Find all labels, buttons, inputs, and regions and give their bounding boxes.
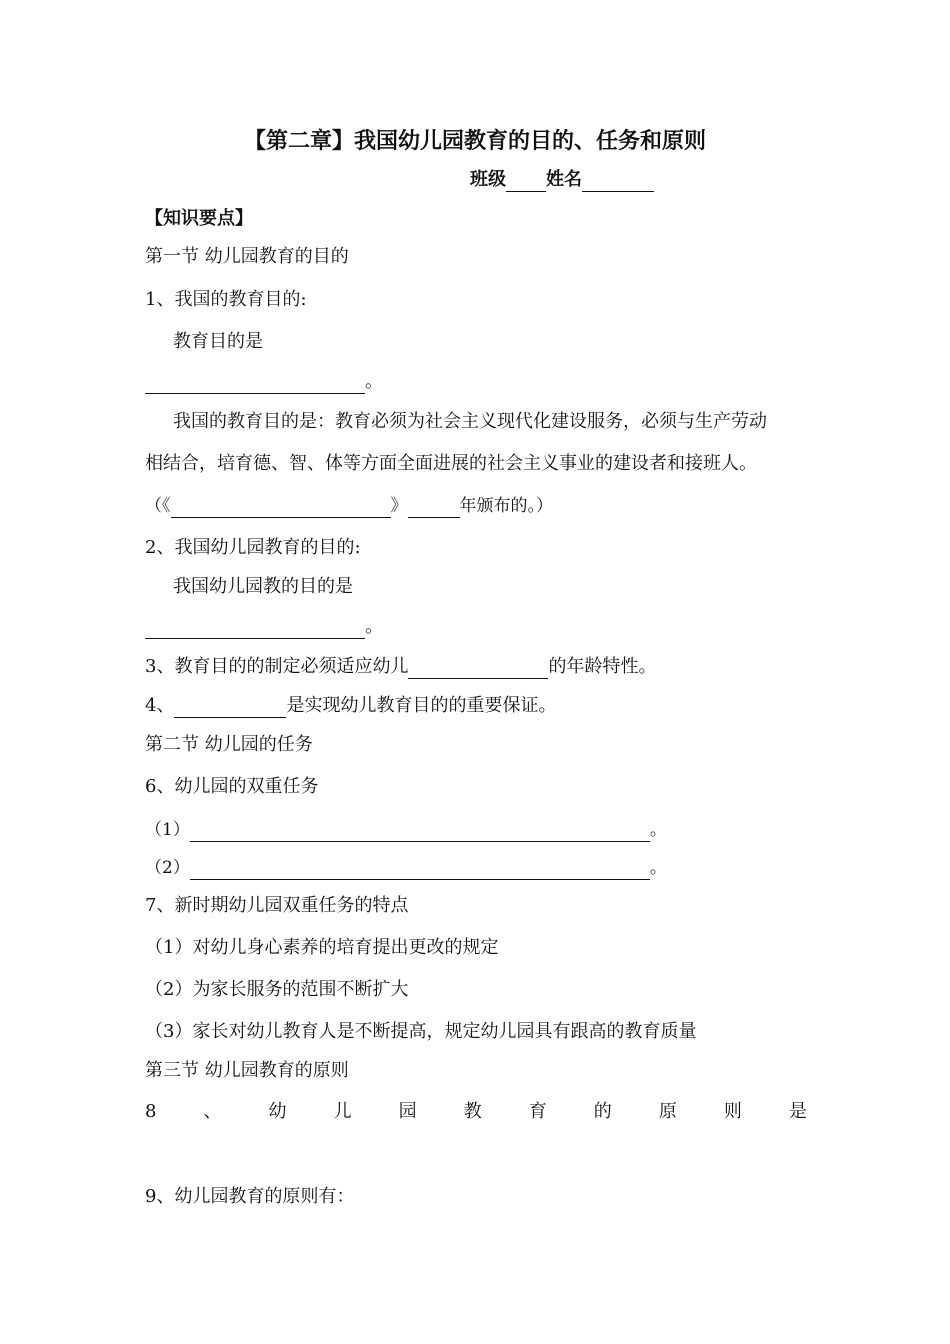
q3-text-a: 3、教育目的的制定必须适应幼儿 (145, 656, 409, 677)
question-7-item-2: （2）为家长服务的范围不断扩大 (145, 979, 409, 1000)
q8-char: 8 (145, 1101, 157, 1122)
q1-ref-mid: 》 (390, 496, 408, 516)
question-1-text-b: 相结合，培育德、智、体等方面全面进展的社会主义事业的建设者和接班人。 (145, 453, 757, 474)
q8-char: 、 (203, 1101, 222, 1122)
question-2-prompt: 我国幼儿园教的目的是 (173, 576, 353, 597)
name-label: 姓名 (546, 169, 582, 190)
q6-item2-blank[interactable] (190, 861, 650, 880)
question-8 (145, 1100, 807, 1124)
question-4 (145, 694, 556, 718)
question-9: 9、幼儿园教育的原则有： (145, 1186, 355, 1207)
q8-char: 则 (723, 1101, 742, 1122)
question-6-item-2 (145, 856, 667, 880)
question-7: 7、新时期幼儿园双重任务的特点 (145, 895, 409, 916)
question-7-item-3: （3）家长对幼儿教育人是不断提高，规定幼儿园具有跟高的教育质量 (145, 1021, 697, 1042)
name-blank[interactable] (582, 173, 654, 192)
q3-text-b: 的年龄特性。 (548, 656, 657, 677)
question-1-prompt: 教育目的是 (173, 331, 263, 352)
q8-char: 是 (788, 1101, 807, 1122)
q1-period: 。 (365, 371, 383, 392)
q8-char: 幼 (268, 1101, 287, 1122)
q1-ref-blank[interactable] (171, 499, 391, 518)
question-1: 1、我国的教育目的: (145, 289, 307, 310)
q6-item1-period: 。 (649, 820, 667, 840)
q4-blank[interactable] (174, 699, 286, 718)
question-1-reference (145, 494, 553, 518)
question-3 (145, 655, 656, 679)
class-label: 班级 (470, 169, 506, 190)
q8-char: 育 (528, 1101, 547, 1122)
section-3-heading: 第三节 幼儿园教育的原则 (145, 1060, 349, 1081)
question-7-item-1: （1）对幼儿身心素养的培育提出更改的规定 (145, 937, 499, 958)
q6-item2-period: 。 (649, 858, 667, 878)
q8-char: 原 (658, 1101, 677, 1122)
section-2-heading: 第二节 幼儿园的任务 (145, 734, 313, 755)
class-name-line (470, 168, 654, 192)
question-2: 2、我国幼儿园教育的目的: (145, 537, 361, 558)
question-1-answer-line (145, 370, 383, 394)
q1-ref-close: 年颁布的。） (459, 496, 553, 516)
q1-answer-blank[interactable] (145, 375, 365, 394)
q8-char: 园 (398, 1101, 417, 1122)
q2-period: 。 (365, 616, 383, 637)
q1-year-blank[interactable] (408, 499, 460, 518)
class-blank[interactable] (506, 173, 546, 192)
q8-char: 教 (463, 1101, 482, 1122)
question-6-item-1 (145, 818, 667, 842)
q6-item2-label: （2） (145, 858, 190, 878)
q3-blank[interactable] (408, 660, 548, 679)
q4-text-b: 是实现幼儿教育目的的重要保证。 (286, 695, 557, 716)
q2-answer-blank[interactable] (145, 620, 365, 639)
section-1-heading: 第一节 幼儿园教育的目的 (145, 246, 349, 267)
q8-char: 儿 (333, 1101, 352, 1122)
question-6: 6、幼儿园的双重任务 (145, 776, 319, 797)
page-title: 【第二章】我国幼儿园教育的目的、任务和原则 (243, 129, 706, 154)
q4-text-a: 4、 (145, 695, 175, 716)
q1-ref-open: （《 (145, 496, 171, 516)
q6-item1-blank[interactable] (190, 823, 650, 842)
q8-char: 的 (593, 1101, 612, 1122)
q6-item1-label: （1） (145, 820, 190, 840)
question-1-text-a: 我国的教育目的是：教育必须为社会主义现代化建设服务，必须与生产劳动 (173, 411, 767, 432)
section-heading: 【知识要点】 (145, 208, 253, 229)
question-2-answer-line (145, 615, 383, 639)
